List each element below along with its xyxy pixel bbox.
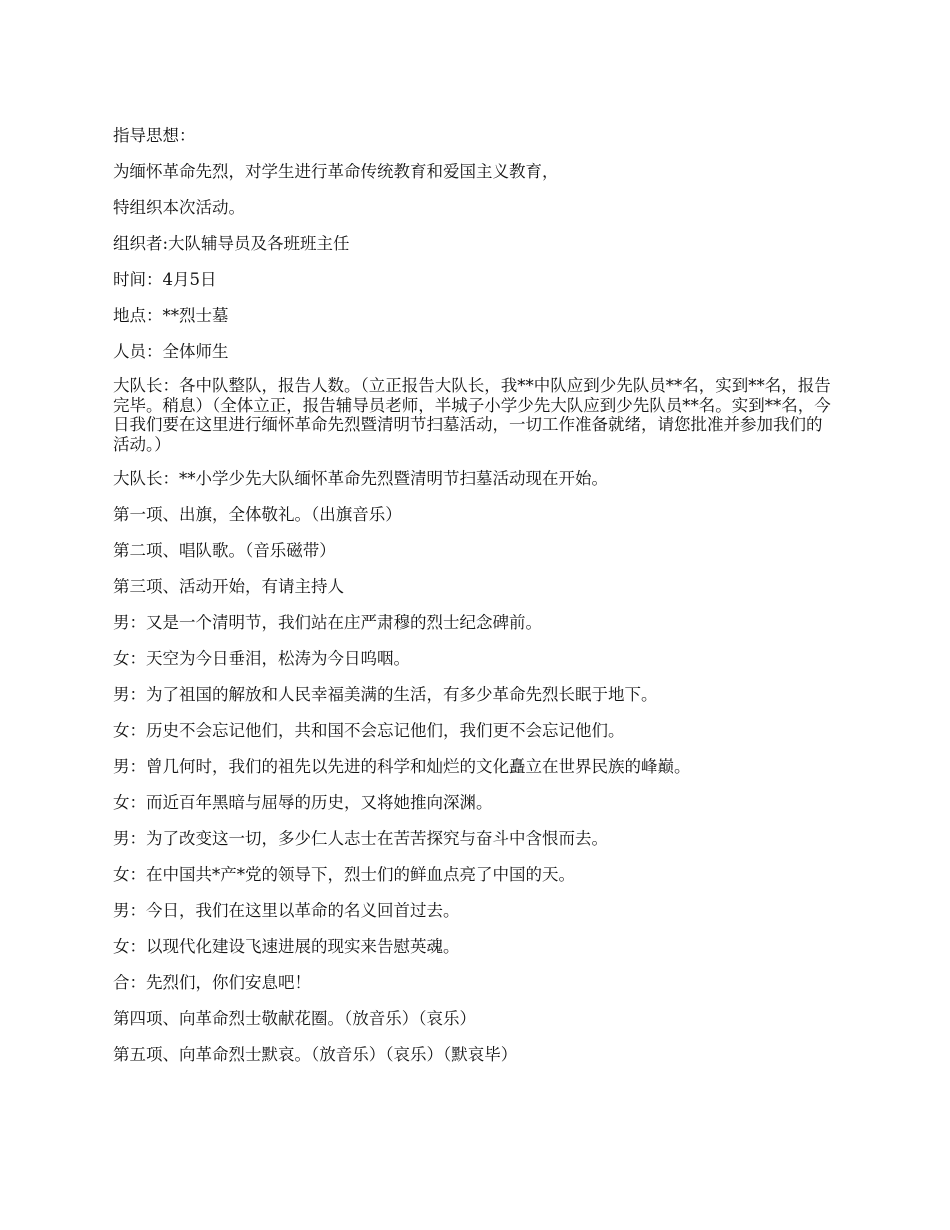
organizer-line: 组织者:大队辅导员及各班班主任 <box>113 234 350 253</box>
heading-guiding-thought: 指导思想： <box>113 126 196 145</box>
participants-line: 人员：全体师生 <box>113 342 229 361</box>
dialogue-line: 女：天空为今日垂泪，松涛为今日呜咽。 <box>113 649 410 668</box>
dialogue-line: 男：曾几何时，我们的祖先以先进的科学和灿烂的文化矗立在世界民族的峰巅。 <box>113 757 691 776</box>
step-four: 第四项、向革命烈士敬献花圈。（放音乐）（哀乐） <box>113 1009 476 1028</box>
dialogue-line: 男：今日，我们在这里以革命的名义回首过去。 <box>113 901 460 920</box>
step-two: 第二项、唱队歌。（音乐磁带） <box>113 541 336 560</box>
step-three: 第三项、活动开始，有请主持人 <box>113 577 344 596</box>
dialogue-line: 女：在中国共*产*党的领导下，烈士们的鲜血点亮了中国的天。 <box>113 865 575 884</box>
paragraph-purpose-cont: 特组织本次活动。 <box>113 198 245 217</box>
dialogue-line: 男：为了祖国的解放和人民幸福美满的生活，有多少革命先烈长眠于地下。 <box>113 685 658 704</box>
step-one: 第一项、出旗，全体敬礼。（出旗音乐） <box>113 505 402 524</box>
paragraph-captain-start: 大队长：**小学少先大队缅怀革命先烈暨清明节扫墓活动现在开始。 <box>113 469 608 488</box>
dialogue-line: 男：又是一个清明节，我们站在庄严肃穆的烈士纪念碑前。 <box>113 613 542 632</box>
dialogue-line: 女：历史不会忘记他们，共和国不会忘记他们，我们更不会忘记他们。 <box>113 721 625 740</box>
step-five: 第五项、向革命烈士默哀。（放音乐）（哀乐）（默哀毕） <box>113 1045 518 1064</box>
dialogue-line: 合：先烈们，你们安息吧！ <box>113 973 311 992</box>
dialogue-line: 女：以现代化建设飞速进展的现实来告慰英魂。 <box>113 937 460 956</box>
document-page <box>113 124 835 1079</box>
paragraph-purpose: 为缅怀革命先烈，对学生进行革命传统教育和爱国主义教育， <box>113 162 559 181</box>
dialogue-line: 女：而近百年黑暗与屈辱的历史，又将她推向深渊。 <box>113 793 493 812</box>
location-line: 地点：**烈士墓 <box>113 306 229 325</box>
time-line: 时间：4月5日 <box>113 270 217 289</box>
dialogue-line: 男：为了改变这一切，多少仁人志士在苦苦探究与奋斗中含恨而去。 <box>113 829 608 848</box>
paragraph-captain-report: 大队长：各中队整队，报告人数。（立正报告大队长，我**中队应到少先队员**名，实到**名，报告完毕。稍息）（全体立正，报告辅导员老师，半城子小学少先大队应到少先队员**名。实到**名，今日我们要在这里进行缅怀革命先烈暨清明节扫墓活动，一切工作准备就绪，请您批准并参加我们的活动。） <box>113 376 831 454</box>
